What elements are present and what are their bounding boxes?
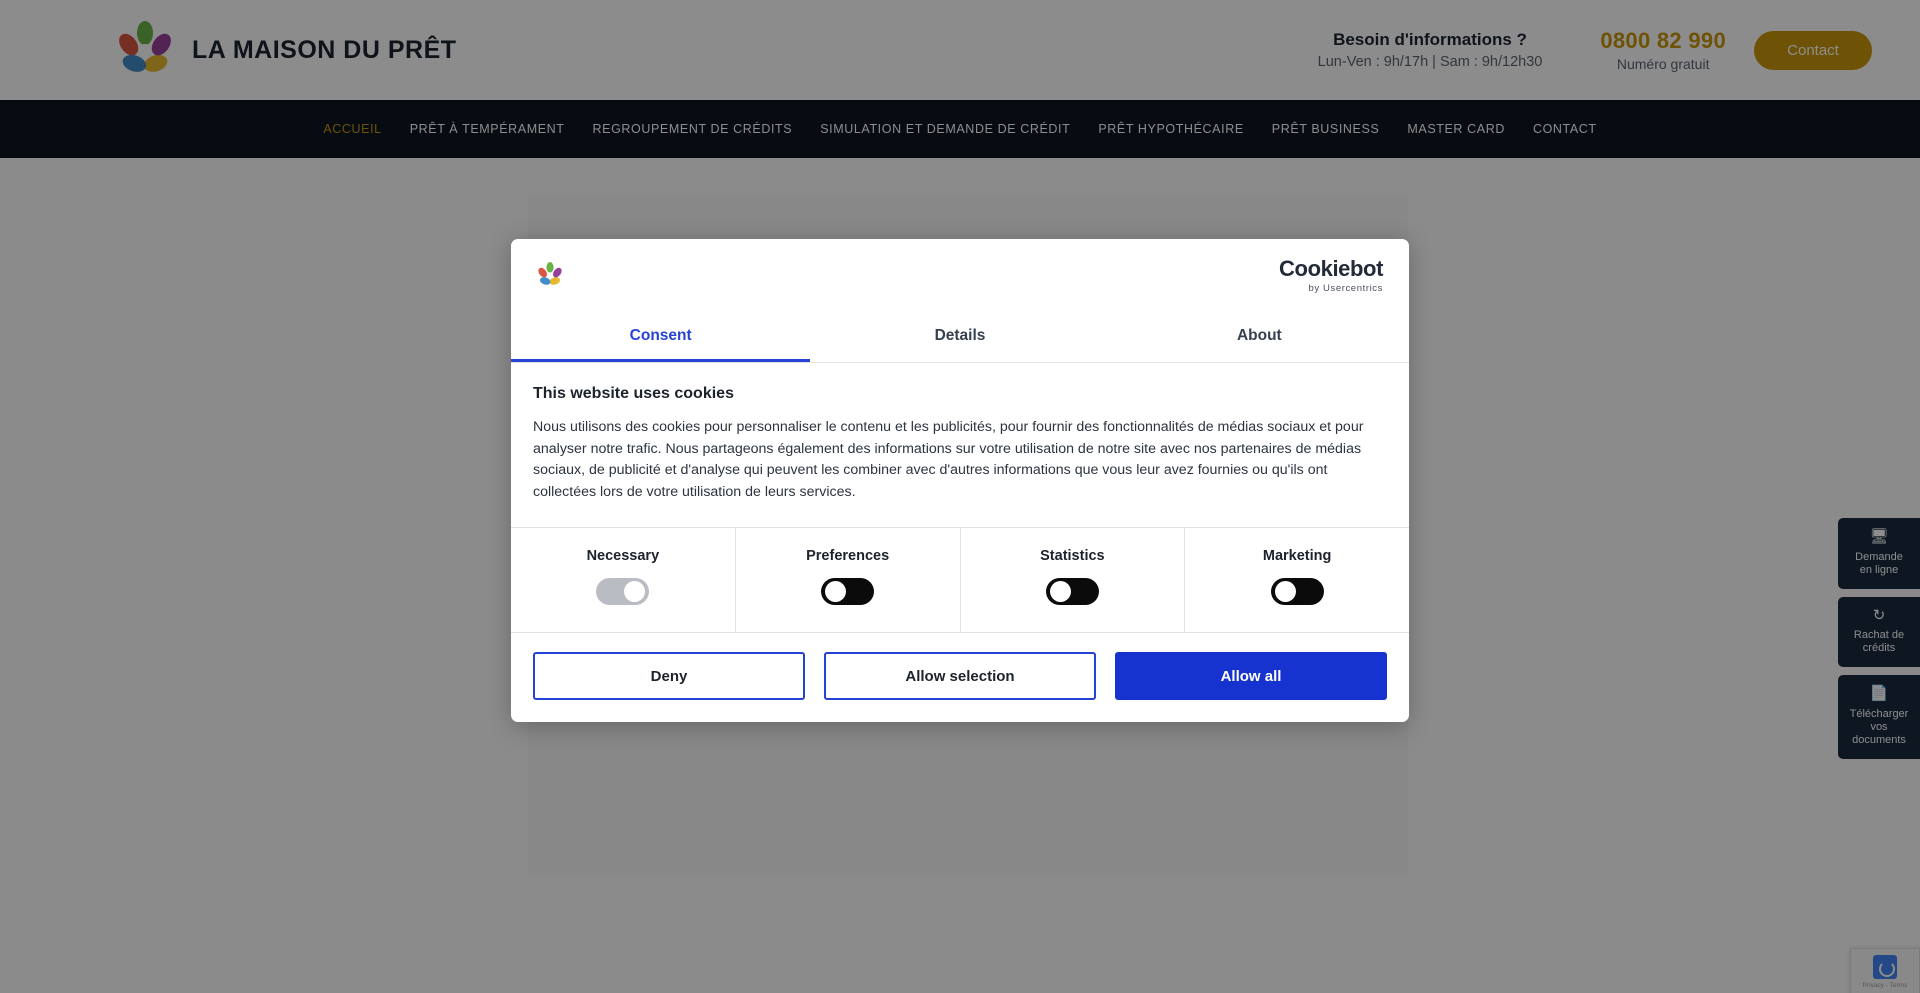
side-tab-line2: crédits: [1862, 642, 1896, 655]
category-label: Statistics: [1040, 548, 1105, 565]
toggle-marketing[interactable]: [1271, 578, 1324, 605]
dialog-paragraph: Nous utilisons des cookies pour personnaliser le contenu et les publicités, pour fournir des fonctionnalités de médias sociaux et pour analyser notre trafic. Nous partageons également des informations sur votre utilisation de notre site avec nos partenaires de médias sociaux, de publicité et d'analyse qui peuvent les combiner avec d'autres informations que vous leur avez fournies ou qu'ils ont collectées lors de votre utilisation de leurs services.: [533, 419, 1364, 500]
category-statistics: [961, 528, 1186, 632]
phone-number[interactable]: 0800 82 990: [1600, 28, 1726, 53]
category-marketing: [1185, 528, 1409, 632]
nav-item-master-card[interactable]: MASTER CARD: [1407, 122, 1505, 136]
recaptcha-links[interactable]: Privacy - Terms: [1862, 982, 1908, 989]
cookiebot-logo[interactable]: [1279, 256, 1383, 294]
nav-item-pret-hypothecaire[interactable]: PRÊT HYPOTHÉCAIRE: [1098, 122, 1244, 136]
toggle-knob: [825, 581, 846, 602]
tab-about[interactable]: About: [1236, 327, 1282, 344]
side-tab-line2: en ligne: [1859, 563, 1899, 576]
dialog-heading: This website uses cookies: [533, 385, 734, 402]
dialog-actions: [511, 633, 1409, 722]
nav-item-pret-a-temperament[interactable]: PRÊT À TEMPÉRAMENT: [409, 122, 565, 136]
side-tab-line1: Télécharger vos: [1849, 707, 1909, 733]
flower-logo-icon: [537, 262, 563, 288]
tab-details[interactable]: Details: [934, 327, 986, 344]
category-label: Preferences: [806, 548, 890, 565]
allow-all-button[interactable]: Allow all: [1115, 652, 1387, 700]
dialog-header: [511, 239, 1409, 311]
phone-sub: Numéro gratuit: [1616, 56, 1710, 72]
info-hours: Lun-Ven : 9h/17h | Sam : 9h/12h30: [1317, 54, 1543, 70]
nav-item-regroupement-de-credits[interactable]: REGROUPEMENT DE CRÉDITS: [592, 122, 793, 136]
side-tab-line1: Rachat de: [1853, 629, 1905, 642]
nav-item-pret-business[interactable]: PRÊT BUSINESS: [1271, 122, 1380, 136]
allow-selection-button[interactable]: Allow selection: [824, 652, 1096, 700]
toggle-preferences[interactable]: [821, 578, 874, 605]
toggle-necessary: [596, 578, 649, 605]
consent-categories: [511, 528, 1409, 633]
cookiebot-name: Cookiebot: [1279, 256, 1383, 281]
brand-name: LA MAISON DU PRÊT: [192, 35, 457, 64]
toggle-statistics[interactable]: [1046, 578, 1099, 605]
tab-consent[interactable]: Consent: [511, 311, 810, 362]
refresh-icon: ↻: [1872, 606, 1886, 624]
contact-button[interactable]: Contact: [1754, 31, 1872, 70]
nav-item-accueil[interactable]: ACCUEIL: [323, 122, 382, 136]
side-tab-line1: Demande: [1855, 550, 1903, 563]
category-necessary: [511, 528, 736, 632]
deny-button[interactable]: Deny: [533, 652, 805, 700]
document-icon: 📄: [1869, 685, 1889, 703]
dialog-tabs: [511, 311, 1409, 363]
cookie-consent-dialog: [511, 239, 1409, 722]
monitor-icon: 🖥: [1869, 528, 1889, 545]
toggle-knob: [1050, 581, 1071, 602]
nav-item-contact[interactable]: CONTACT: [1532, 122, 1597, 136]
category-label: Marketing: [1262, 548, 1332, 565]
side-tab-line2: documents: [1852, 733, 1906, 746]
cookiebot-sub: by Usercentrics: [1308, 283, 1383, 294]
category-preferences: [736, 528, 961, 632]
dialog-body: [511, 363, 1409, 528]
toggle-knob: [1275, 581, 1296, 602]
info-title: Besoin d'informations ?: [1333, 30, 1527, 49]
nav-item-simulation-et-demande-de-credit[interactable]: SIMULATION ET DEMANDE DE CRÉDIT: [820, 122, 1071, 136]
toggle-knob: [624, 581, 645, 602]
category-label: Necessary: [586, 548, 660, 565]
